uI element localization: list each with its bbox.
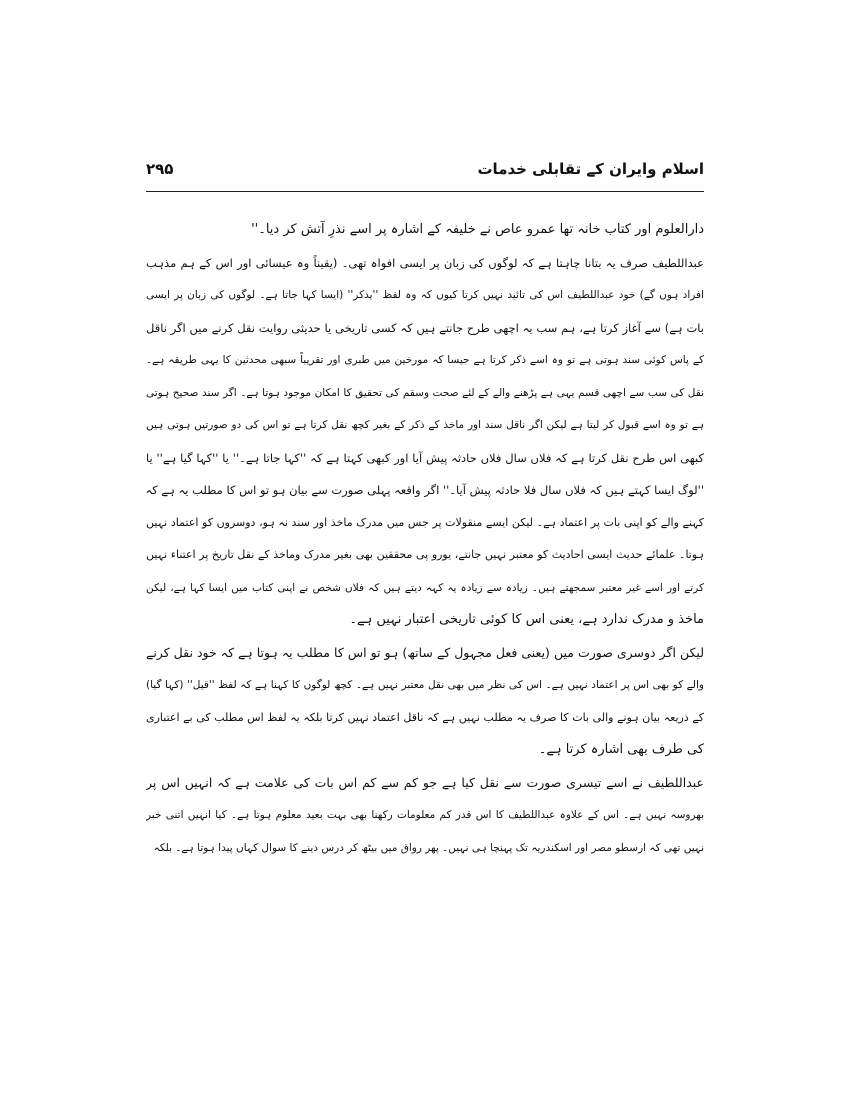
running-title: اسلام وایران کے تقابلی خدمات	[477, 160, 704, 178]
page-header	[146, 160, 704, 188]
text-line: عبداللطیف نے اسے تیسری صورت سے نقل کیا ہے جو کم سے کم اس بات کی علامت ہے کہ انہیں اس پر	[146, 774, 704, 790]
paragraph	[146, 767, 704, 865]
text-line: عبداللطیف صرف یہ بتانا چاہتا ہے کہ لوگوں کی زبان پر ایسی افواہ تھی۔ (یقیناً وہ عیسائی اور اس کے ہم مذہب	[146, 255, 704, 270]
text-line: افراد ہوں گے) خود عبداللطیف اس کی تائید نہیں کرتا کیوں کہ وہ لفظ ''یذکر'' (ایسا کہا جاتا ہے۔ لوگوں کی زبان پر ایسی	[146, 289, 704, 301]
paragraph	[146, 247, 704, 637]
text-line: لیکن اگر دوسری صورت میں (یعنی فعل مجہول کے ساتھ) ہو تو اس کا مطلب یہ ہوتا ہے کہ خود نقل کرنے	[146, 644, 704, 660]
text-line: بات ہے) سے آغاز کرتا ہے، ہم سب یہ اچھی طرح جانتے ہیں کہ کسی تاریخی یا حدیثی روایت نقل کرنے میں اگر ناقل	[146, 320, 704, 335]
text-line: نہیں تھی کہ ارسطو مصر اور اسکندریہ تک پہنچا ہی نہیں۔ پھر رواق میں بیٹھ کر درس دینے کا سوال کہاں پیدا ہوتا ہے۔ بلکہ	[153, 841, 704, 854]
text-line: نقل کی سب سے اچھی قسم یہی ہے پڑھنے والے کے لئے صحت وسقم کی تحقیق کا امکان موجود ہوتا ہے۔ اگر سند صحیح ہوتی	[146, 386, 704, 399]
text-line: ماخذ و مدرک ندارد ہے، یعنی اس کا کوئی تاریخی اعتبار نہیں ہے۔	[349, 612, 704, 627]
header-rule	[146, 191, 704, 192]
text-line: کبھی اس طرح نقل کرتا ہے کہ فلاں سال فلاں حادثہ پیش آیا اور کبھی کہتا ہے کہ ''کہا جاتا ہے۔'' یا ''کہا گیا ہے'' یا	[146, 450, 704, 465]
paragraph	[146, 214, 704, 247]
text-line: بھروسہ نہیں ہے۔ اس کے علاوہ عبداللطیف کا اس قدر کم معلومات رکھنا بھی بہت بعید معلوم ہوتا ہے۔ کیا انہیں اتنی خبر	[146, 809, 704, 821]
page-number: ۲۹۵	[146, 160, 174, 178]
text-line: کہنے والے کو اپنی بات پر اعتماد ہے۔ لیکن ایسے منقولات پر جس میں مدرک ماخذ اور سند نہ ہو، دوسروں کو اعتماد نہیں	[146, 515, 704, 529]
paragraph	[146, 637, 704, 767]
text-line: ہے تو وہ اسے قبول کر لیتا ہے لیکن اگر ناقل سند اور ماخذ کے ذکر کے بغیر کچھ نقل کرتا ہے تو اس کی دو صورتیں ہوتی ہیں	[146, 419, 704, 431]
text-line: دارالعلوم اور کتاب خانہ تھا عمرو عاص نے خلیفہ کے اشارہ پر اسے نذرِ آتش کر دیا۔''	[251, 222, 704, 237]
text-line: کی طرف بھی اشارہ کرتا ہے۔	[538, 742, 704, 757]
body-text	[146, 214, 704, 864]
text-line: ''لوگ ایسا کہتے ہیں کہ فلاں سال فلا حادثہ پیش آیا۔'' اگر واقعہ پہلی صورت سے بیان ہو تو اس کا مطلب یہ ہے کہ	[146, 483, 704, 497]
text-line: والے کو بھی اس پر اعتماد نہیں ہے۔ اس کی نظر میں بھی نقل معتبر نہیں ہے۔ کچھ لوگوں کا کہنا ہے کہ لفظ ''قیل'' (کہا گیا)	[146, 679, 704, 691]
text-line: کے ذریعہ بیان ہونے والی بات کا صرف یہ مطلب نہیں ہے کہ ناقل اعتماد نہیں کرتا بلکہ یہ لفظ اس مطلب کی بے اعتباری	[146, 710, 704, 724]
text-line: کے پاس کوئی سند ہوتی ہے تو وہ اسے ذکر کرتا ہے جیسا کہ مورخین میں طبری اور تقریباً سبھی محدثین کا یہی طریقہ ہے۔	[146, 354, 704, 366]
text-line: کرتے اور اسے غیر معتبر سمجھتے ہیں۔ زیادہ سے زیادہ یہ کہہ دیتے ہیں کہ فلاں شخص نے اپنی کتاب میں ایسا کہا ہے، لیکن	[146, 581, 704, 594]
text-line: ہوتا۔ علمائے حدیث ایسی احادیث کو معتبر نہیں جانتے، یورو پی محققین بھی بغیر مدرک وماخذ کے نقل تاریخ پر اعتناء نہیں	[146, 548, 704, 561]
